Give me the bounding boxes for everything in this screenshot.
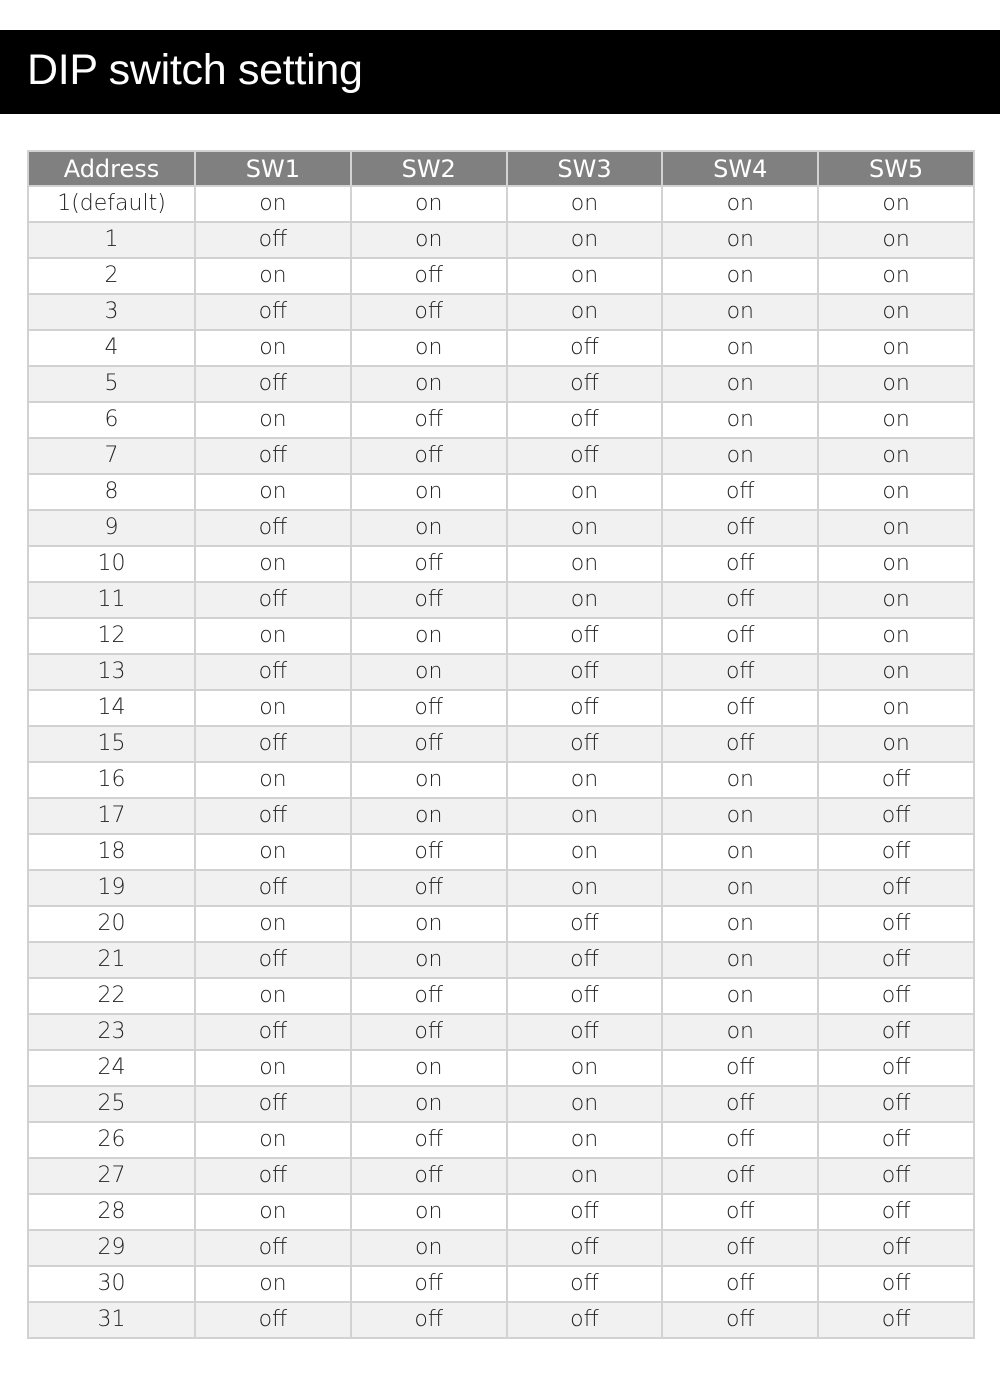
cell-sw5: off: [818, 1266, 974, 1302]
cell-sw1: on: [195, 330, 351, 366]
cell-sw2: off: [351, 870, 507, 906]
table-row: [28, 222, 974, 258]
table-row: [28, 978, 974, 1014]
table-row: [28, 1266, 974, 1302]
cell-sw4: on: [662, 366, 818, 402]
table-row: [28, 618, 974, 654]
cell-sw4: off: [662, 690, 818, 726]
cell-sw2: off: [351, 834, 507, 870]
cell-sw3: off: [507, 402, 663, 438]
cell-sw5: off: [818, 978, 974, 1014]
cell-sw3: off: [507, 1302, 663, 1338]
cell-sw1: on: [195, 1122, 351, 1158]
cell-address: 3: [28, 294, 195, 330]
table-row: [28, 1194, 974, 1230]
cell-sw3: off: [507, 438, 663, 474]
cell-sw3: off: [507, 1194, 663, 1230]
cell-sw1: off: [195, 1014, 351, 1050]
cell-sw1: on: [195, 258, 351, 294]
cell-address: 25: [28, 1086, 195, 1122]
title-bar: [0, 30, 1000, 114]
cell-address: 20: [28, 906, 195, 942]
cell-sw5: off: [818, 870, 974, 906]
cell-sw4: off: [662, 474, 818, 510]
cell-sw1: on: [195, 1050, 351, 1086]
cell-sw2: on: [351, 798, 507, 834]
cell-address: 18: [28, 834, 195, 870]
cell-sw4: off: [662, 1302, 818, 1338]
table-row: [28, 186, 974, 222]
table-row: [28, 654, 974, 690]
cell-sw3: on: [507, 186, 663, 222]
cell-sw3: on: [507, 1122, 663, 1158]
cell-address: 28: [28, 1194, 195, 1230]
cell-sw4: on: [662, 870, 818, 906]
cell-sw3: off: [507, 1230, 663, 1266]
cell-sw2: off: [351, 582, 507, 618]
dip-switch-table-container: [27, 150, 975, 1339]
cell-sw3: on: [507, 762, 663, 798]
cell-sw1: on: [195, 1194, 351, 1230]
cell-sw3: on: [507, 546, 663, 582]
cell-sw3: off: [507, 618, 663, 654]
cell-sw2: on: [351, 1086, 507, 1122]
cell-sw1: off: [195, 942, 351, 978]
cell-sw3: on: [507, 870, 663, 906]
table-row: [28, 366, 974, 402]
cell-sw4: on: [662, 942, 818, 978]
cell-sw1: on: [195, 474, 351, 510]
cell-sw1: on: [195, 978, 351, 1014]
cell-sw2: off: [351, 1122, 507, 1158]
cell-address: 22: [28, 978, 195, 1014]
cell-address: 7: [28, 438, 195, 474]
cell-sw4: off: [662, 618, 818, 654]
table-header: [28, 151, 974, 186]
table-row: [28, 546, 974, 582]
cell-sw2: on: [351, 762, 507, 798]
cell-sw1: on: [195, 546, 351, 582]
cell-sw4: on: [662, 438, 818, 474]
cell-address: 26: [28, 1122, 195, 1158]
cell-address: 30: [28, 1266, 195, 1302]
cell-sw1: off: [195, 510, 351, 546]
cell-sw5: on: [818, 402, 974, 438]
cell-address: 10: [28, 546, 195, 582]
table-row: [28, 294, 974, 330]
table-row: [28, 726, 974, 762]
table-row: [28, 1086, 974, 1122]
cell-sw2: off: [351, 690, 507, 726]
table-row: [28, 942, 974, 978]
table-row: [28, 474, 974, 510]
cell-address: 6: [28, 402, 195, 438]
cell-sw5: on: [818, 186, 974, 222]
cell-sw2: off: [351, 1158, 507, 1194]
cell-sw1: off: [195, 582, 351, 618]
cell-sw4: off: [662, 582, 818, 618]
cell-sw2: on: [351, 222, 507, 258]
cell-sw1: off: [195, 726, 351, 762]
dip-switch-table: [27, 150, 975, 1339]
cell-sw3: on: [507, 474, 663, 510]
cell-sw2: off: [351, 402, 507, 438]
header-address: Address: [28, 151, 195, 186]
cell-sw4: on: [662, 762, 818, 798]
cell-sw4: off: [662, 1050, 818, 1086]
cell-sw3: off: [507, 654, 663, 690]
header-row: [28, 151, 974, 186]
cell-sw4: off: [662, 726, 818, 762]
table-row: [28, 762, 974, 798]
cell-sw4: off: [662, 1194, 818, 1230]
cell-sw4: off: [662, 1086, 818, 1122]
cell-sw4: off: [662, 510, 818, 546]
table-row: [28, 798, 974, 834]
cell-sw4: on: [662, 1014, 818, 1050]
cell-sw1: on: [195, 762, 351, 798]
cell-sw4: off: [662, 1266, 818, 1302]
cell-sw1: off: [195, 222, 351, 258]
cell-sw1: on: [195, 186, 351, 222]
cell-address: 9: [28, 510, 195, 546]
cell-sw3: off: [507, 942, 663, 978]
cell-address: 8: [28, 474, 195, 510]
cell-sw5: on: [818, 438, 974, 474]
cell-sw5: off: [818, 1122, 974, 1158]
cell-sw2: off: [351, 294, 507, 330]
table-row: [28, 1302, 974, 1338]
table-row: [28, 438, 974, 474]
cell-sw5: off: [818, 1050, 974, 1086]
cell-sw5: on: [818, 366, 974, 402]
cell-address: 24: [28, 1050, 195, 1086]
cell-sw3: off: [507, 366, 663, 402]
cell-sw1: off: [195, 1158, 351, 1194]
cell-sw5: on: [818, 330, 974, 366]
cell-sw3: off: [507, 978, 663, 1014]
cell-sw2: off: [351, 438, 507, 474]
header-sw4: SW4: [662, 151, 818, 186]
cell-sw5: off: [818, 1086, 974, 1122]
cell-sw3: on: [507, 258, 663, 294]
cell-sw3: on: [507, 798, 663, 834]
cell-sw4: off: [662, 546, 818, 582]
cell-sw3: on: [507, 1086, 663, 1122]
table-body: [28, 186, 974, 1338]
cell-sw5: off: [818, 1302, 974, 1338]
cell-sw1: off: [195, 1230, 351, 1266]
cell-sw4: on: [662, 222, 818, 258]
cell-sw5: on: [818, 690, 974, 726]
cell-address: 2: [28, 258, 195, 294]
cell-sw4: off: [662, 654, 818, 690]
cell-address: 5: [28, 366, 195, 402]
page-title: DIP switch setting: [27, 46, 363, 94]
cell-sw2: on: [351, 654, 507, 690]
cell-address: 21: [28, 942, 195, 978]
header-sw2: SW2: [351, 151, 507, 186]
cell-sw5: on: [818, 582, 974, 618]
cell-sw4: on: [662, 906, 818, 942]
cell-sw4: on: [662, 402, 818, 438]
cell-sw5: on: [818, 654, 974, 690]
cell-sw2: off: [351, 258, 507, 294]
cell-sw5: on: [818, 510, 974, 546]
cell-sw4: on: [662, 798, 818, 834]
cell-sw4: on: [662, 330, 818, 366]
cell-sw3: on: [507, 294, 663, 330]
cell-sw4: on: [662, 294, 818, 330]
cell-sw1: off: [195, 294, 351, 330]
cell-sw1: off: [195, 1086, 351, 1122]
cell-sw1: on: [195, 402, 351, 438]
cell-sw1: off: [195, 1302, 351, 1338]
table-row: [28, 690, 974, 726]
cell-sw3: off: [507, 1266, 663, 1302]
cell-sw4: off: [662, 1122, 818, 1158]
cell-sw3: on: [507, 582, 663, 618]
cell-sw5: off: [818, 1014, 974, 1050]
cell-sw3: off: [507, 690, 663, 726]
cell-sw2: on: [351, 1050, 507, 1086]
cell-sw3: off: [507, 1014, 663, 1050]
cell-sw3: off: [507, 906, 663, 942]
cell-sw2: on: [351, 186, 507, 222]
table-row: [28, 258, 974, 294]
cell-sw2: on: [351, 366, 507, 402]
cell-address: 19: [28, 870, 195, 906]
cell-sw2: on: [351, 942, 507, 978]
cell-sw2: on: [351, 618, 507, 654]
header-sw5: SW5: [818, 151, 974, 186]
cell-sw4: on: [662, 258, 818, 294]
cell-sw5: on: [818, 294, 974, 330]
cell-address: 29: [28, 1230, 195, 1266]
cell-sw3: off: [507, 330, 663, 366]
cell-address: 13: [28, 654, 195, 690]
cell-address: 11: [28, 582, 195, 618]
cell-sw1: off: [195, 366, 351, 402]
cell-sw1: off: [195, 870, 351, 906]
cell-address: 27: [28, 1158, 195, 1194]
cell-sw3: on: [507, 1050, 663, 1086]
cell-sw2: off: [351, 546, 507, 582]
cell-sw1: off: [195, 654, 351, 690]
header-sw3: SW3: [507, 151, 663, 186]
cell-sw2: on: [351, 906, 507, 942]
table-row: [28, 1230, 974, 1266]
cell-sw5: off: [818, 762, 974, 798]
cell-sw5: off: [818, 1194, 974, 1230]
table-row: [28, 582, 974, 618]
cell-sw2: on: [351, 474, 507, 510]
cell-sw2: off: [351, 726, 507, 762]
cell-sw3: on: [507, 1158, 663, 1194]
cell-sw2: off: [351, 1266, 507, 1302]
cell-sw1: on: [195, 906, 351, 942]
table-row: [28, 834, 974, 870]
cell-sw5: off: [818, 798, 974, 834]
cell-sw5: on: [818, 258, 974, 294]
cell-sw5: on: [818, 546, 974, 582]
cell-sw1: on: [195, 690, 351, 726]
cell-sw1: off: [195, 798, 351, 834]
cell-sw5: off: [818, 906, 974, 942]
cell-sw4: on: [662, 978, 818, 1014]
cell-sw5: off: [818, 834, 974, 870]
table-row: [28, 906, 974, 942]
table-row: [28, 510, 974, 546]
cell-sw3: on: [507, 834, 663, 870]
cell-sw1: on: [195, 618, 351, 654]
cell-address: 12: [28, 618, 195, 654]
cell-sw3: on: [507, 510, 663, 546]
cell-sw1: off: [195, 438, 351, 474]
cell-sw5: off: [818, 1158, 974, 1194]
cell-address: 17: [28, 798, 195, 834]
cell-sw5: off: [818, 942, 974, 978]
cell-sw2: on: [351, 1230, 507, 1266]
table-row: [28, 870, 974, 906]
table-row: [28, 1158, 974, 1194]
cell-sw2: on: [351, 1194, 507, 1230]
cell-sw2: off: [351, 978, 507, 1014]
cell-address: 31: [28, 1302, 195, 1338]
cell-address: 4: [28, 330, 195, 366]
cell-sw3: off: [507, 726, 663, 762]
cell-sw4: on: [662, 834, 818, 870]
cell-sw4: off: [662, 1230, 818, 1266]
cell-sw1: on: [195, 1266, 351, 1302]
cell-address: 15: [28, 726, 195, 762]
cell-sw2: off: [351, 1302, 507, 1338]
table-row: [28, 1050, 974, 1086]
cell-address: 1: [28, 222, 195, 258]
table-row: [28, 402, 974, 438]
cell-sw4: on: [662, 186, 818, 222]
cell-sw5: on: [818, 618, 974, 654]
cell-sw3: on: [507, 222, 663, 258]
cell-sw1: on: [195, 834, 351, 870]
header-sw1: SW1: [195, 151, 351, 186]
cell-address: 23: [28, 1014, 195, 1050]
cell-sw5: on: [818, 222, 974, 258]
cell-sw2: off: [351, 1014, 507, 1050]
cell-address: 1(default): [28, 186, 195, 222]
table-row: [28, 1122, 974, 1158]
cell-sw2: on: [351, 330, 507, 366]
table-row: [28, 1014, 974, 1050]
cell-sw4: off: [662, 1158, 818, 1194]
cell-sw5: off: [818, 1230, 974, 1266]
cell-sw2: on: [351, 510, 507, 546]
cell-sw5: on: [818, 726, 974, 762]
table-row: [28, 330, 974, 366]
cell-sw5: on: [818, 474, 974, 510]
cell-address: 14: [28, 690, 195, 726]
cell-address: 16: [28, 762, 195, 798]
